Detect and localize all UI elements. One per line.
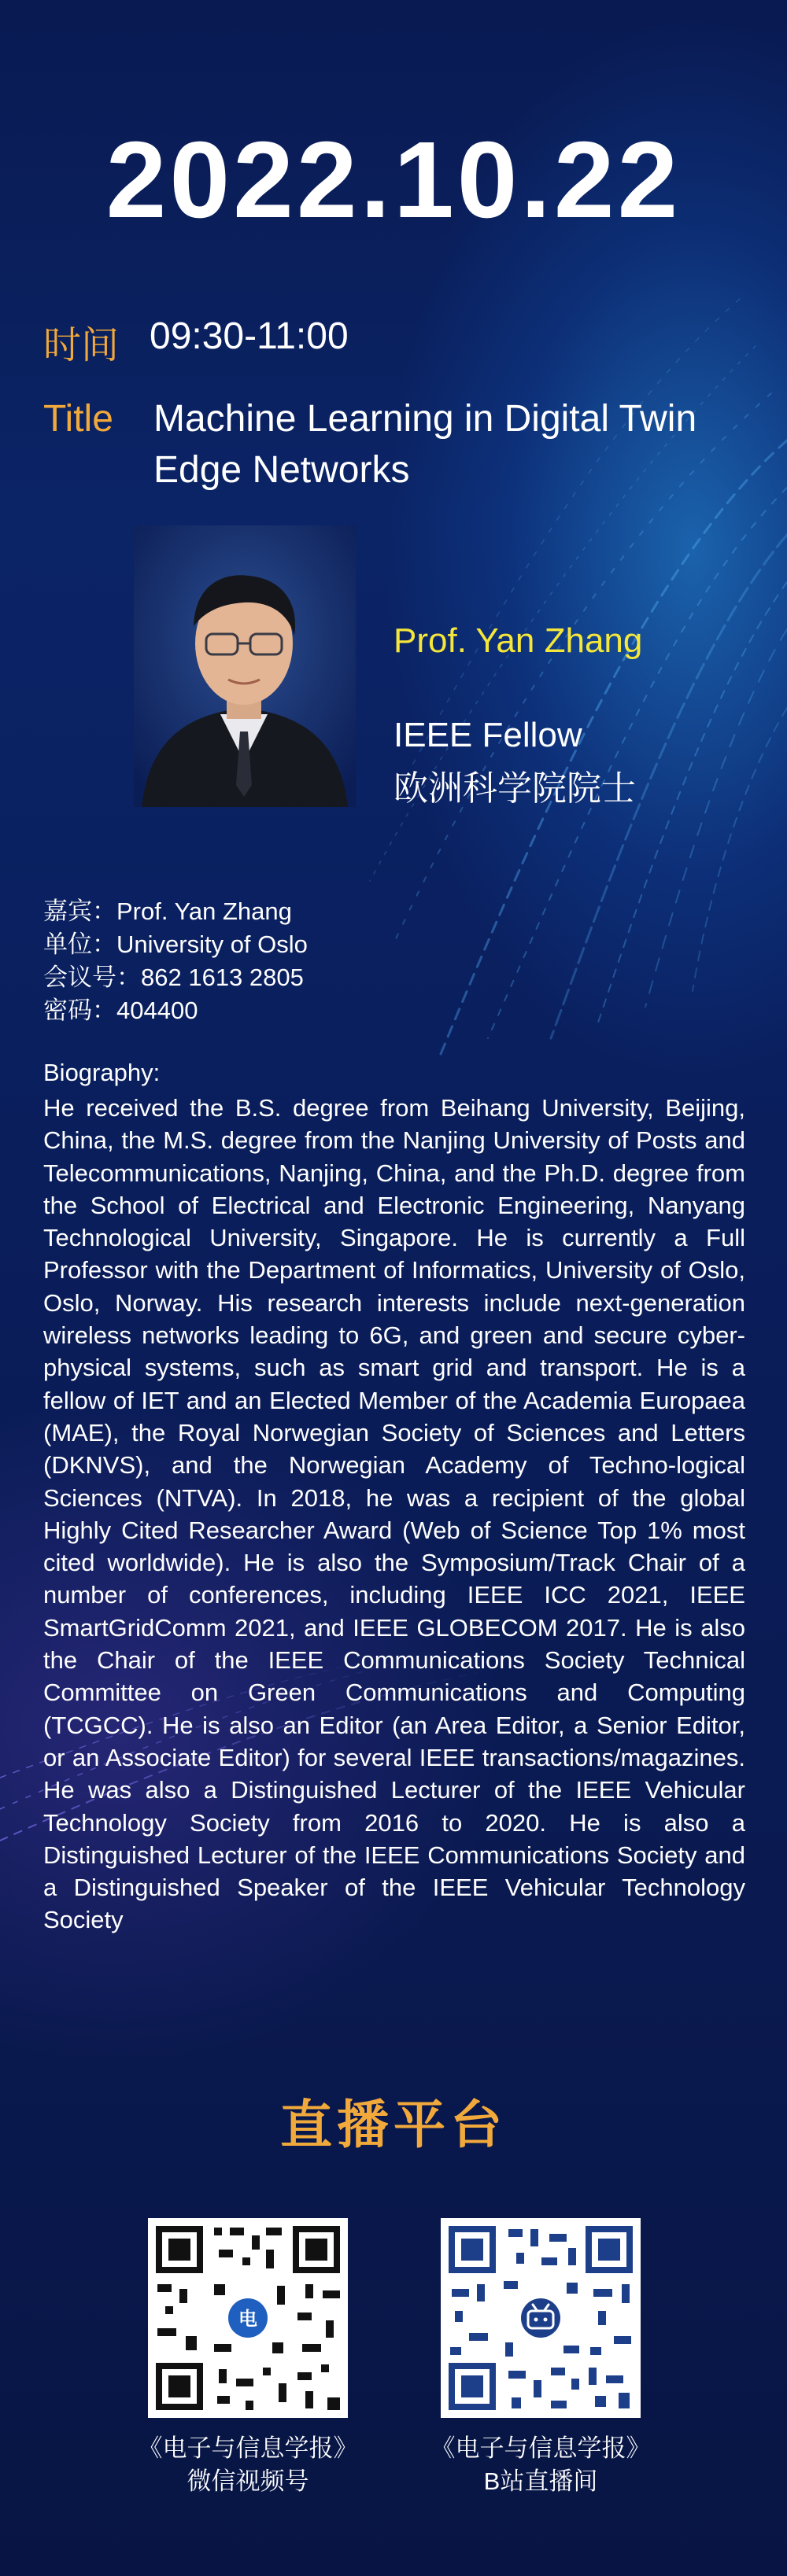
talk-title-line1: Machine Learning in Digital Twin <box>153 398 697 440</box>
bilibili-caption-journal: 《电子与信息学报》 <box>430 2434 651 2462</box>
time-value: 09:30-11:00 <box>150 315 349 357</box>
talk-title-line2: Edge Networks <box>153 449 410 491</box>
speaker-photo <box>134 525 356 807</box>
info-guest: 嘉宾：Prof. Yan Zhang <box>43 897 292 925</box>
event-date: 2022.10.22 <box>105 120 682 241</box>
wechat-caption-journal: 《电子与信息学报》 <box>138 2434 358 2462</box>
speaker-honor-academia: 欧洲科学院院士 <box>394 769 636 808</box>
wechat-channels-qr-code <box>148 2218 348 2418</box>
bilibili-caption-platform: B站直播间 <box>483 2467 598 2495</box>
svg-text:电: 电 <box>238 2308 257 2330</box>
biography-text: He received the B.S. degree from Beihang University, Beijing, China, the M.S. degree from the Nanjing University of Posts and Telecommunications, Nanjing, China, and the Ph.D. degree from the School of Electrical and Electronic Engineering, Nanyang Technological University, Singapore. He is currently a Full Professor with the Department of Informatics, University of Oslo, Oslo, Norway. His research interests include next-generation wireless networks leading to 6G, and green and secure cyber-physical systems, such as smart grid and transport. He is a fellow of IET and an Elected Member of the Academia Europaea (MAE), the Royal Norwegian Society of Sciences and Letters (DKNVS), and the Norwegian Academy of Techno-logical Sciences (NTVA). In 2018, he was a recipient of the global Highly Cited Researcher Award (Web of Science Top 1% most cited worldwide). He is also the Symposium/Track Chair of a number of conferences, including IEEE ICC 2021, IEEE SmartGridComm 2021, and IEEE GLOBECOM 2017. He is also the Chair of the IEEE Communications Society Technical Committee on Green Communications and Computing (TCGCC). He is also an Editor (an Area Editor, a Senior Editor, or an Associate Editor) for several IEEE transactions/magazines. He was also a Distinguished Lecturer of the IEEE Vehicular Technology Society from 2016 to 2020. He is also a Distinguished Lecturer of the IEEE Communications Society and a Distinguished Speaker of the IEEE Vehicular Technology Society <box>43 1094 745 1934</box>
time-label: 时间 <box>43 325 120 367</box>
biography-label: Biography: <box>43 1059 161 1086</box>
info-unit: 单位：University of Oslo <box>43 931 308 958</box>
info-meeting-id: 会议号：862 1613 2805 <box>43 964 304 991</box>
bilibili-qr-code <box>441 2218 641 2418</box>
live-platform-title: 直播平台 <box>280 2095 507 2154</box>
speaker-honor-ieee: IEEE Fellow <box>394 716 582 754</box>
title-label: Title <box>43 398 113 440</box>
speaker-name: Prof. Yan Zhang <box>394 621 643 660</box>
wechat-caption-platform: 微信视频号 <box>187 2467 309 2495</box>
info-password: 密码：404400 <box>43 997 198 1024</box>
